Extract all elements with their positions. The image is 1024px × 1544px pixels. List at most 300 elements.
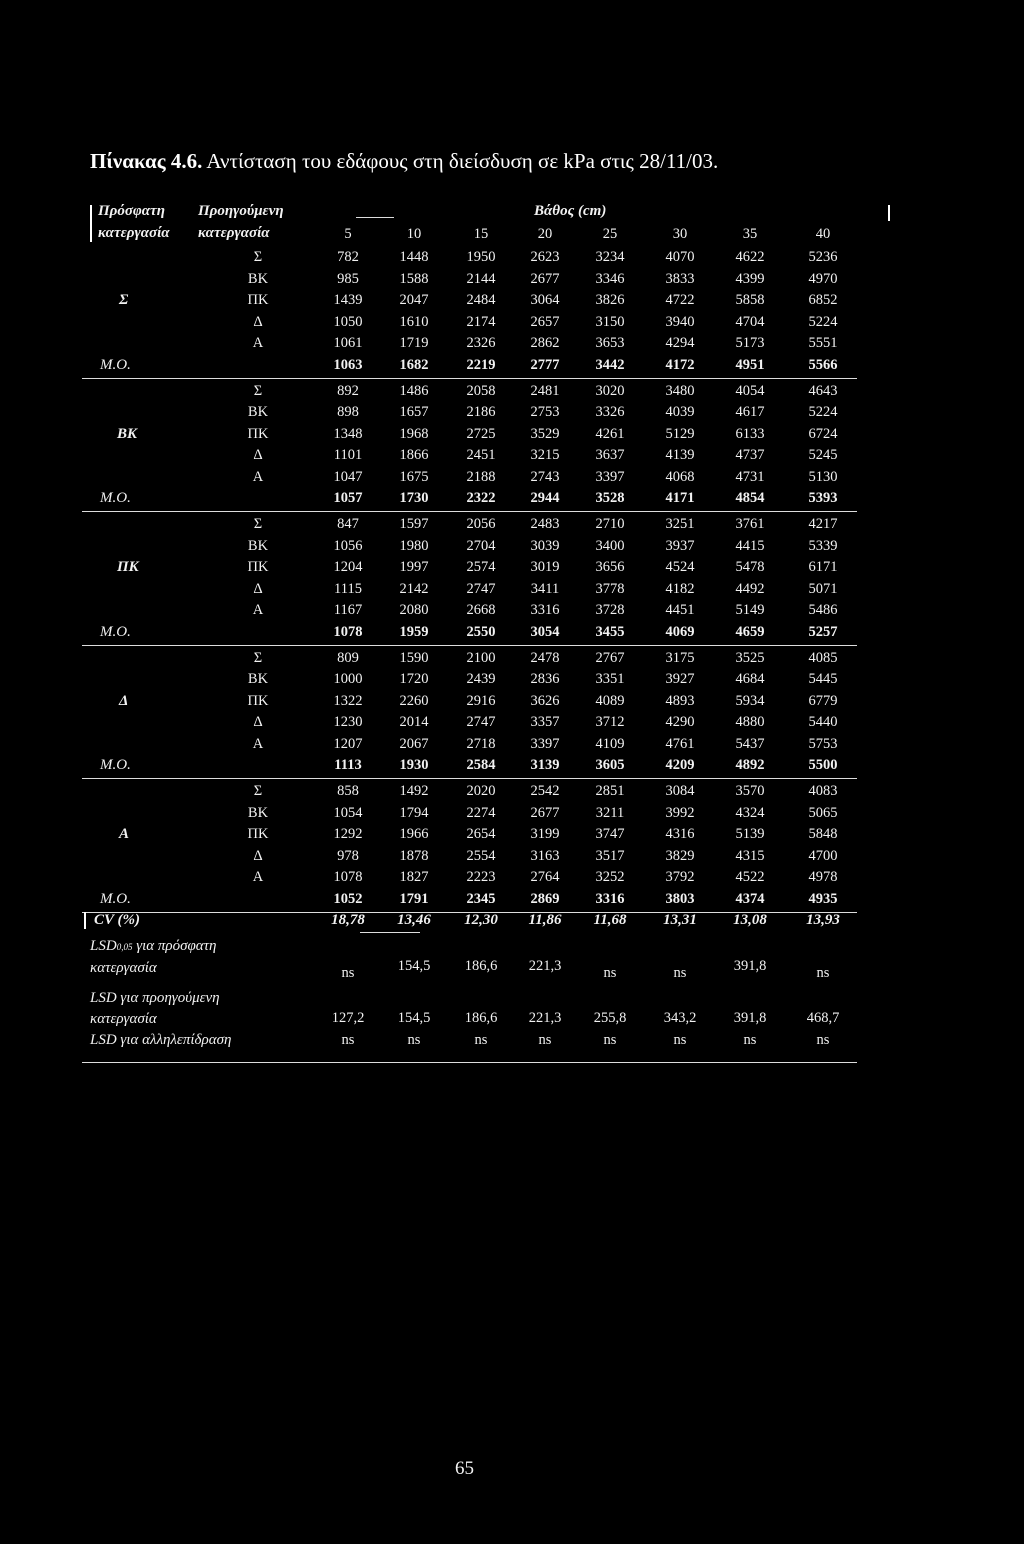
table-cell: 2668 bbox=[466, 602, 496, 618]
table-cell: 2542 bbox=[530, 783, 560, 799]
table-cell: 3064 bbox=[530, 292, 560, 308]
depth-header-cell: 35 bbox=[742, 226, 758, 242]
mean-row-label: Μ.Ο. bbox=[100, 757, 131, 773]
table-cell: 5173 bbox=[735, 335, 765, 351]
table-cell: 1078 bbox=[333, 869, 363, 885]
table-cell: 2439 bbox=[466, 671, 496, 687]
table-cell: 4109 bbox=[595, 735, 625, 752]
table-cell: 1448 bbox=[399, 249, 429, 265]
lsd3-cell: ns bbox=[341, 1032, 355, 1048]
lsd1-cell: 391,8 bbox=[733, 958, 767, 974]
lsd1-subscript: 0,05 bbox=[116, 942, 133, 952]
table-cell: 2056 bbox=[466, 516, 496, 532]
table-cell: 809 bbox=[337, 649, 359, 666]
table-cell: 3357 bbox=[530, 714, 560, 730]
cv-cell: 11,68 bbox=[593, 912, 627, 928]
lsd2-cell: 186,6 bbox=[464, 1010, 498, 1026]
previous-tillage-label: ΒΚ bbox=[247, 537, 269, 554]
table-cell: 5934 bbox=[735, 692, 765, 709]
table-cell: 5478 bbox=[735, 559, 765, 575]
table-cell: 4315 bbox=[735, 847, 765, 864]
table-cell: 1950 bbox=[466, 249, 496, 265]
table-cell: 3039 bbox=[530, 537, 560, 554]
table-cell: 5071 bbox=[808, 580, 838, 597]
previous-tillage-label: Σ bbox=[253, 382, 263, 399]
mean-cell: 3054 bbox=[530, 623, 560, 640]
table-cell: 3992 bbox=[665, 804, 695, 821]
recent-tillage-label: Σ bbox=[119, 292, 129, 308]
table-cell: 4492 bbox=[735, 580, 765, 597]
table-cell: 2260 bbox=[399, 692, 429, 709]
table-cell: 6133 bbox=[735, 425, 765, 442]
table-cell: 2100 bbox=[466, 649, 496, 666]
table-cell: 4217 bbox=[808, 516, 838, 532]
table-cell: 4070 bbox=[665, 249, 695, 265]
table-cell: 1050 bbox=[333, 313, 363, 330]
table-cell: 3199 bbox=[530, 826, 560, 842]
table-cell: 4415 bbox=[735, 537, 765, 554]
table-cell: 985 bbox=[337, 270, 359, 287]
table-cell: 5129 bbox=[665, 425, 695, 442]
table-cell: 5245 bbox=[808, 447, 838, 463]
table-cell: 2223 bbox=[466, 869, 496, 885]
table-cell: 3234 bbox=[595, 249, 625, 265]
cv-cell: 13,31 bbox=[663, 912, 697, 928]
lsd1-cell: 186,6 bbox=[464, 958, 498, 974]
table-cell: 3150 bbox=[595, 313, 625, 330]
section-divider bbox=[82, 511, 857, 512]
table-cell: 1720 bbox=[399, 671, 429, 687]
cv-cell: 13,46 bbox=[397, 912, 431, 928]
table-cell: 3316 bbox=[530, 602, 560, 618]
table-cell: 3626 bbox=[530, 692, 560, 709]
table-cell: 5139 bbox=[735, 826, 765, 842]
table-cell: 3252 bbox=[595, 869, 625, 885]
table-cell: 2020 bbox=[466, 783, 496, 799]
mean-cell: 2322 bbox=[466, 490, 496, 506]
previous-tillage-label: Δ bbox=[253, 714, 263, 730]
table-cell: 1115 bbox=[334, 580, 362, 597]
table-cell: 1000 bbox=[333, 671, 363, 687]
previous-tillage-label: Α bbox=[252, 468, 264, 485]
table-cell: 3570 bbox=[735, 783, 765, 799]
previous-tillage-label: ΒΚ bbox=[247, 804, 269, 821]
table-cell: 4700 bbox=[808, 847, 838, 864]
page-number: 65 bbox=[455, 1458, 474, 1479]
table-cell: 4622 bbox=[735, 249, 765, 265]
cv-cell: 11,86 bbox=[528, 912, 562, 928]
lsd1-cell: 154,5 bbox=[397, 958, 431, 974]
table-caption bbox=[90, 149, 718, 174]
previous-tillage-label: Α bbox=[252, 869, 264, 885]
mean-cell: 4854 bbox=[735, 490, 765, 506]
table-cell: 2014 bbox=[399, 714, 429, 730]
mean-cell: 2944 bbox=[530, 490, 560, 506]
table-cell: 1968 bbox=[399, 425, 429, 442]
table-cell: 5437 bbox=[735, 735, 765, 752]
lsd3-cell: ns bbox=[538, 1032, 552, 1048]
table-cell: 1980 bbox=[399, 537, 429, 554]
mean-cell: 1057 bbox=[333, 490, 363, 506]
table-cell: 1597 bbox=[399, 516, 429, 532]
table-cell: 3728 bbox=[595, 602, 625, 618]
table-cell: 1486 bbox=[399, 382, 429, 399]
table-cell: 2851 bbox=[595, 783, 625, 799]
table-cell: 4068 bbox=[665, 468, 695, 485]
table-cell: 4893 bbox=[665, 692, 695, 709]
table-cell: 4684 bbox=[735, 671, 765, 687]
mean-cell: 5393 bbox=[808, 490, 838, 506]
table-cell: 2654 bbox=[466, 826, 496, 842]
table-cell: 5224 bbox=[808, 404, 838, 420]
table-cell: 3927 bbox=[665, 671, 695, 687]
table-cell: 3525 bbox=[735, 649, 765, 666]
previous-tillage-label: Σ bbox=[253, 649, 263, 666]
table-cell: 3792 bbox=[665, 869, 695, 885]
header-recent-tillage-line2: κατεργασία bbox=[98, 225, 170, 241]
lsd3-cell: ns bbox=[816, 1032, 830, 1048]
lsd2-label-b: κατεργασία bbox=[90, 1011, 157, 1027]
table-cell: 3937 bbox=[665, 537, 695, 554]
table-cell: 3084 bbox=[665, 783, 695, 799]
table-cell: 2657 bbox=[530, 313, 560, 330]
lsd3-cell: ns bbox=[673, 1032, 687, 1048]
section-divider bbox=[82, 645, 857, 646]
previous-tillage-label: Σ bbox=[253, 516, 263, 532]
table-cell: 1492 bbox=[399, 783, 429, 799]
lsd3-cell: ns bbox=[407, 1032, 421, 1048]
table-cell: 4522 bbox=[735, 869, 765, 885]
table-cell: 4290 bbox=[665, 714, 695, 730]
table-cell: 1207 bbox=[333, 735, 363, 752]
mean-cell: 4892 bbox=[735, 757, 765, 773]
table-cell: 5224 bbox=[808, 313, 838, 330]
header-left-marker bbox=[90, 205, 92, 242]
previous-tillage-label: ΒΚ bbox=[247, 671, 269, 687]
mean-cell: 2550 bbox=[466, 623, 496, 640]
table-cell: 2186 bbox=[466, 404, 496, 420]
previous-tillage-label: Δ bbox=[253, 447, 263, 463]
mean-cell: 2777 bbox=[530, 356, 560, 373]
table-cell: 2188 bbox=[466, 468, 496, 485]
recent-tillage-label: Α bbox=[119, 826, 130, 842]
table-cell: 3400 bbox=[595, 537, 625, 554]
table-cell: 2677 bbox=[530, 804, 560, 821]
table-cell: 5753 bbox=[808, 735, 838, 752]
lsd2-cell: 255,8 bbox=[593, 1010, 627, 1026]
table-cell: 3397 bbox=[530, 735, 560, 752]
header-previous-tillage-line2: κατεργασία bbox=[198, 225, 270, 241]
table-cell: 1590 bbox=[399, 649, 429, 666]
table-cell: 2725 bbox=[466, 425, 496, 442]
mean-cell: 4171 bbox=[665, 490, 695, 506]
table-cell: 5848 bbox=[808, 826, 838, 842]
table-cell: 4704 bbox=[735, 313, 765, 330]
table-cell: 4324 bbox=[735, 804, 765, 821]
cv-cell: 18,78 bbox=[331, 912, 365, 928]
table-cell: 3411 bbox=[530, 580, 560, 597]
table-cell: 3163 bbox=[530, 847, 560, 864]
table-cell: 847 bbox=[337, 516, 359, 532]
table-cell: 4978 bbox=[808, 869, 838, 885]
lsd3-label: LSD για αλληλεπίδραση bbox=[90, 1032, 232, 1048]
lsd1-cell: ns bbox=[341, 965, 355, 981]
previous-tillage-label: ΠΚ bbox=[247, 826, 269, 842]
table-cell: 4139 bbox=[665, 447, 695, 463]
mean-cell: 4951 bbox=[735, 356, 765, 373]
previous-tillage-label: Δ bbox=[253, 847, 263, 864]
depth-header-cell: 40 bbox=[815, 226, 831, 242]
table-cell: 2067 bbox=[399, 735, 429, 752]
table-cell: 3480 bbox=[665, 382, 695, 399]
table-cell: 2677 bbox=[530, 270, 560, 287]
table-cell: 1794 bbox=[399, 804, 429, 821]
mean-cell: 1682 bbox=[399, 356, 429, 373]
table-cell: 5445 bbox=[808, 671, 838, 687]
mean-cell: 4935 bbox=[808, 890, 838, 907]
lsd2-cell: 468,7 bbox=[806, 1010, 840, 1026]
table-cell: 2747 bbox=[466, 580, 496, 597]
previous-tillage-label: ΠΚ bbox=[247, 292, 269, 308]
previous-tillage-label: Σ bbox=[253, 783, 263, 799]
mean-row-label: Μ.Ο. bbox=[100, 623, 131, 640]
table-cell: 1878 bbox=[399, 847, 429, 864]
table-cell: 3397 bbox=[595, 468, 625, 485]
footer-left-marker bbox=[84, 912, 86, 929]
lsd2-cell: 127,2 bbox=[331, 1010, 365, 1026]
depth-header-cell: 15 bbox=[473, 226, 489, 242]
table-cell: 3529 bbox=[530, 425, 560, 442]
table-cell: 1047 bbox=[333, 468, 363, 485]
mean-cell: 2584 bbox=[466, 757, 496, 773]
table-cell: 4039 bbox=[665, 404, 695, 420]
table-cell: 3653 bbox=[595, 335, 625, 351]
recent-tillage-label: ΒΚ bbox=[117, 425, 138, 442]
table-cell: 5339 bbox=[808, 537, 838, 554]
mean-cell: 3316 bbox=[595, 890, 625, 907]
table-cell: 898 bbox=[337, 404, 359, 420]
table-cell: 1322 bbox=[333, 692, 363, 709]
table-cell: 2142 bbox=[399, 580, 429, 597]
mean-cell: 1930 bbox=[399, 757, 429, 773]
header-previous-tillage-line1: Προηγούμενη bbox=[198, 203, 284, 219]
previous-tillage-label: ΠΚ bbox=[247, 425, 269, 442]
mean-cell: 3528 bbox=[595, 490, 625, 506]
table-cell: 6852 bbox=[808, 292, 838, 308]
table-cell: 5149 bbox=[735, 602, 765, 618]
recent-tillage-label: ΠΚ bbox=[117, 559, 139, 575]
table-cell: 2047 bbox=[399, 292, 429, 308]
table-cell: 4316 bbox=[665, 826, 695, 842]
footer-bottom-rule bbox=[82, 1062, 857, 1063]
table-cell: 6171 bbox=[808, 559, 838, 575]
table-number: Πίνακας 4.6. bbox=[90, 149, 203, 173]
lsd3-cell: ns bbox=[603, 1032, 617, 1048]
table-cell: 1719 bbox=[399, 335, 429, 351]
lsd2-cell: 154,5 bbox=[397, 1010, 431, 1026]
table-cell: 2058 bbox=[466, 382, 496, 399]
table-cell: 3712 bbox=[595, 714, 625, 730]
table-cell: 3251 bbox=[665, 516, 695, 532]
mean-cell: 1959 bbox=[399, 623, 429, 640]
table-cell: 3761 bbox=[735, 516, 765, 532]
table-cell: 5130 bbox=[808, 468, 838, 485]
mean-cell: 1791 bbox=[399, 890, 429, 907]
table-cell: 2274 bbox=[466, 804, 496, 821]
table-cell: 4731 bbox=[735, 468, 765, 485]
lsd1-label-a: LSD bbox=[90, 938, 117, 954]
table-cell: 1610 bbox=[399, 313, 429, 330]
table-cell: 1101 bbox=[333, 447, 363, 463]
table-cell: 2710 bbox=[595, 516, 625, 532]
table-cell: 4761 bbox=[665, 735, 695, 752]
table-cell: 3833 bbox=[665, 270, 695, 287]
table-cell: 3637 bbox=[595, 447, 625, 463]
table-cell: 2862 bbox=[530, 335, 560, 351]
table-cell: 3020 bbox=[595, 382, 625, 399]
table-cell: 1827 bbox=[399, 869, 429, 885]
table-cell: 3346 bbox=[595, 270, 625, 287]
table-cell: 5236 bbox=[808, 249, 838, 265]
table-cell: 4399 bbox=[735, 270, 765, 287]
table-cell: 2484 bbox=[466, 292, 496, 308]
table-cell: 5440 bbox=[808, 714, 838, 730]
previous-tillage-label: ΠΚ bbox=[247, 559, 269, 575]
table-cell: 4261 bbox=[595, 425, 625, 442]
table-cell: 1061 bbox=[333, 335, 363, 351]
mean-cell: 4209 bbox=[665, 757, 695, 773]
mean-cell: 1052 bbox=[333, 890, 363, 907]
lsd1-label bbox=[90, 938, 216, 955]
depth-header-cell: 30 bbox=[672, 226, 688, 242]
table-cell: 1292 bbox=[333, 826, 363, 842]
table-cell: 2743 bbox=[530, 468, 560, 485]
mean-cell: 1730 bbox=[399, 490, 429, 506]
table-cell: 3517 bbox=[595, 847, 625, 864]
depth-header-cell: 25 bbox=[602, 226, 618, 242]
mean-row-label: Μ.Ο. bbox=[100, 890, 131, 907]
header-right-marker bbox=[888, 205, 890, 221]
table-cell: 2574 bbox=[466, 559, 496, 575]
table-cell: 4294 bbox=[665, 335, 695, 351]
table-cell: 1997 bbox=[399, 559, 429, 575]
mean-cell: 2219 bbox=[466, 356, 496, 373]
mean-cell: 3803 bbox=[665, 890, 695, 907]
table-cell: 1167 bbox=[333, 602, 363, 618]
table-cell: 3829 bbox=[665, 847, 695, 864]
table-cell: 4722 bbox=[665, 292, 695, 308]
table-cell: 1439 bbox=[333, 292, 363, 308]
lsd2-cell: 221,3 bbox=[528, 1010, 562, 1026]
lsd3-cell: ns bbox=[743, 1032, 757, 1048]
section-divider bbox=[82, 778, 857, 779]
mean-cell: 1063 bbox=[333, 356, 363, 373]
lsd1-cell: 221,3 bbox=[528, 958, 562, 974]
table-cell: 3326 bbox=[595, 404, 625, 420]
previous-tillage-label: Δ bbox=[253, 313, 263, 330]
table-cell: 2767 bbox=[595, 649, 625, 666]
cv-cell: 13,93 bbox=[806, 912, 840, 928]
table-cell: 4451 bbox=[665, 602, 695, 618]
table-cell: 2174 bbox=[466, 313, 496, 330]
mean-cell: 3605 bbox=[595, 757, 625, 773]
table-cell: 4083 bbox=[808, 783, 838, 799]
previous-tillage-label: Δ bbox=[253, 580, 263, 597]
cv-label: CV (%) bbox=[94, 912, 140, 928]
table-cell: 2916 bbox=[466, 692, 496, 709]
table-cell: 5065 bbox=[808, 804, 838, 821]
table-cell: 2481 bbox=[530, 382, 560, 399]
table-cell: 1588 bbox=[399, 270, 429, 287]
table-cell: 1054 bbox=[333, 804, 363, 821]
table-cell: 5551 bbox=[808, 335, 838, 351]
table-cell: 1966 bbox=[399, 826, 429, 842]
mean-row-label: Μ.Ο. bbox=[100, 490, 131, 506]
table-cell: 2483 bbox=[530, 516, 560, 532]
mean-cell: 2869 bbox=[530, 890, 560, 907]
lsd1-label-b: για πρόσφατη bbox=[132, 938, 217, 954]
lsd1-label-c: κατεργασία bbox=[90, 960, 157, 976]
table-cell: 3019 bbox=[530, 559, 560, 575]
table-cell: 3211 bbox=[595, 804, 625, 821]
mean-cell: 3139 bbox=[530, 757, 560, 773]
table-cell: 4880 bbox=[735, 714, 765, 730]
previous-tillage-label: ΒΚ bbox=[247, 404, 269, 420]
table-cell: 4737 bbox=[735, 447, 765, 463]
table-cell: 4970 bbox=[808, 270, 838, 287]
depth-header-cell: 20 bbox=[537, 226, 553, 242]
previous-tillage-label: ΠΚ bbox=[247, 692, 269, 709]
table-cell: 4085 bbox=[808, 649, 838, 666]
table-cell: 4617 bbox=[735, 404, 765, 420]
cv-cell: 12,30 bbox=[464, 912, 498, 928]
previous-tillage-label: Α bbox=[252, 602, 264, 618]
recent-tillage-label: Δ bbox=[119, 692, 129, 709]
table-cell: 2764 bbox=[530, 869, 560, 885]
lsd1-cell: ns bbox=[603, 965, 617, 981]
mean-cell: 5500 bbox=[808, 757, 838, 773]
cv-underline bbox=[360, 932, 420, 933]
table-cell: 1348 bbox=[333, 425, 363, 442]
lsd2-cell: 343,2 bbox=[663, 1010, 697, 1026]
table-cell: 2753 bbox=[530, 404, 560, 420]
mean-cell: 1113 bbox=[334, 757, 362, 773]
table-cell: 3351 bbox=[595, 671, 625, 687]
header-recent-tillage-line1: Πρόσφατη bbox=[98, 203, 165, 219]
table-cell: 2704 bbox=[466, 537, 496, 554]
table-cell: 1230 bbox=[333, 714, 363, 730]
table-cell: 4524 bbox=[665, 559, 695, 575]
section-divider bbox=[82, 378, 857, 379]
mean-cell: 3455 bbox=[595, 623, 625, 640]
header-small-rule bbox=[356, 217, 394, 218]
table-cell: 1866 bbox=[399, 447, 429, 463]
mean-cell: 4374 bbox=[735, 890, 765, 907]
table-cell: 4643 bbox=[808, 382, 838, 399]
table-cell: 3747 bbox=[595, 826, 625, 842]
table-cell: 5486 bbox=[808, 602, 838, 618]
depth-header-cell: 5 bbox=[344, 226, 352, 242]
table-cell: 1657 bbox=[399, 404, 429, 420]
table-cell: 4182 bbox=[665, 580, 695, 597]
table-cell: 6779 bbox=[808, 692, 838, 709]
table-cell: 2080 bbox=[399, 602, 429, 618]
lsd2-label-a: LSD για προηγούμενη bbox=[90, 990, 220, 1006]
mean-row-label: Μ.Ο. bbox=[100, 356, 131, 373]
table-cell: 3656 bbox=[595, 559, 625, 575]
previous-tillage-label: Α bbox=[252, 735, 264, 752]
table-cell: 1056 bbox=[333, 537, 363, 554]
